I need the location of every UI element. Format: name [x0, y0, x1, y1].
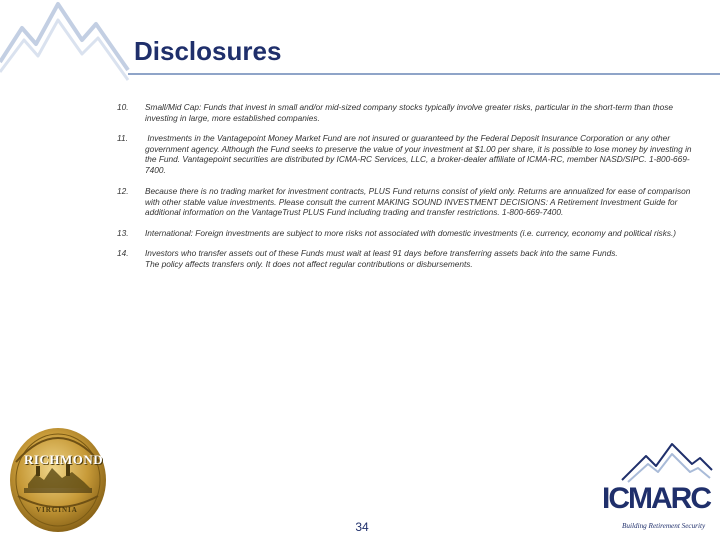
list-item [117, 186, 692, 218]
title-divider [128, 73, 720, 75]
slide-header [0, 0, 720, 82]
list-item [117, 102, 692, 123]
item-number: 10. [117, 102, 129, 112]
item-text [145, 248, 692, 269]
icma-rc-wordmark: ICMARC [602, 482, 710, 515]
page-title: Disclosures [134, 36, 282, 66]
item-number: 13. [117, 227, 129, 238]
item-number: 12. [117, 186, 129, 196]
item-paragraph: Investments in the Vantagepoint Money Market Fund are not insured or guaranteed by the Federal Deposit Insurance Corporation or any other government agency. Although the Fund seeks to preserve the value of your investment at $1.00 per share, it is possible to lose money by investing in the Fund. Vantagepoint securities are distributed by ICMA-RC Services, LLC, a broker-dealer affiliate of ICMA-RC, member NASD/SIPC. 1-800-669-7400. [145, 133, 694, 175]
seal-city-text: RICHMOND [24, 452, 104, 467]
item-text [145, 228, 692, 239]
item-paragraph: Investors who transfer assets out of these Funds must wait at least 91 days before transferring assets back into the same Funds. [145, 248, 618, 258]
item-number: 14. [117, 248, 129, 258]
disclosure-list [117, 102, 692, 279]
item-text [145, 186, 692, 218]
page-number: 34 [355, 520, 369, 534]
richmond-seal-logo [6, 422, 114, 536]
item-number: 11. [117, 133, 128, 143]
item-paragraph: International: Foreign investments are subject to more risks not associated with domestic investments (i.e. currency, economy and political risks.) [145, 227, 677, 238]
item-paragraph: Small/Mid Cap: Funds that invest in small and/or mid-sized company stocks typically involve greater risks, particular in the short-term than those investing in large, more established companies. [145, 102, 673, 123]
mountain-watermark-icon [0, 0, 720, 82]
mountain-logo-icon [600, 436, 718, 484]
icma-rc-tagline: Building Retirement Security [622, 522, 706, 530]
item-text [145, 133, 692, 175]
item-paragraph: The policy affects transfers only. It does not affect regular contributions or disbursements. [145, 258, 473, 269]
icma-rc-logo [600, 436, 718, 540]
list-item [117, 248, 692, 269]
seal-state-text: VIRGINIA [36, 506, 78, 514]
item-paragraph: Because there is no trading market for investment contracts, PLUS Fund returns consist of yield only. Returns are annualized for ease of comparison with other stable value investments. Please consult the current MAKING SOUND INVESTMENT DECISIONS: A Retirement Investment Guide for additional information on the VantageTrust PLUS Fund including trading and transfer restrictions. 1-800-669-7400. [145, 186, 691, 217]
list-item [117, 228, 692, 239]
list-item [117, 133, 692, 175]
item-text [145, 102, 692, 123]
